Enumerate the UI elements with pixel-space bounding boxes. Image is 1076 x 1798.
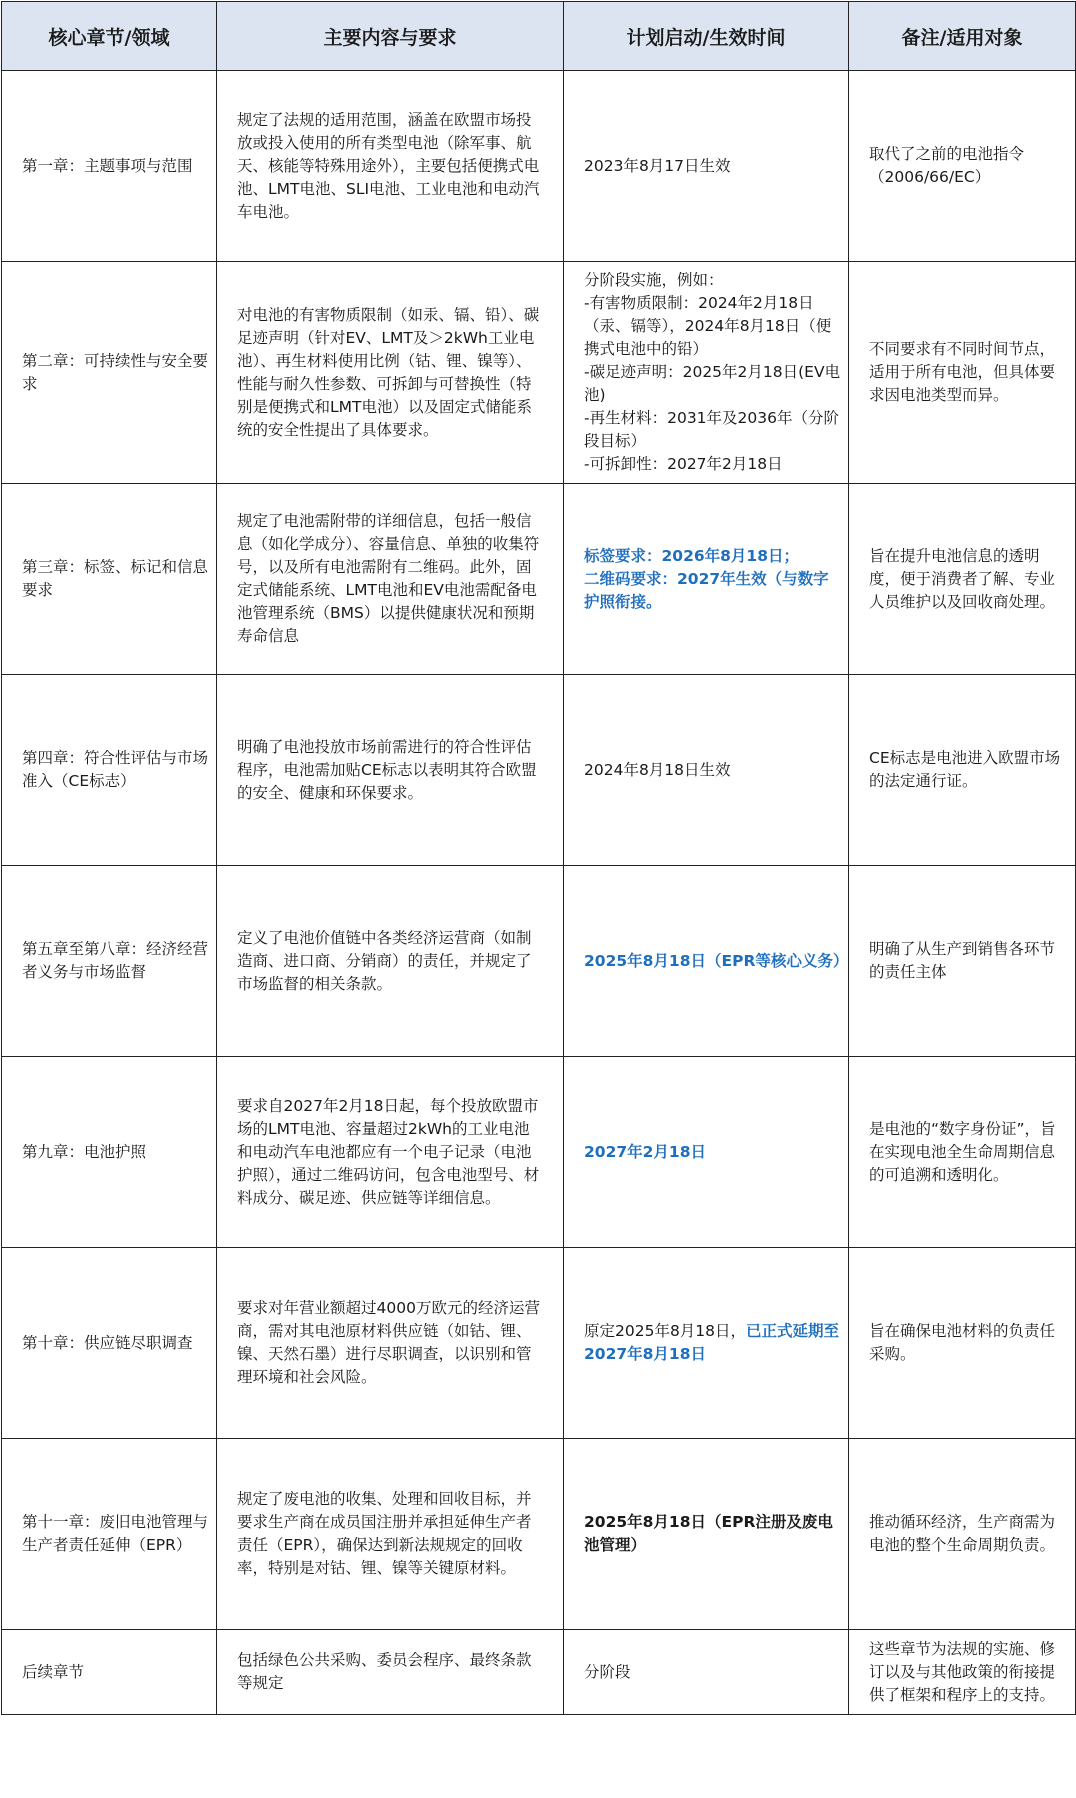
note-cell: 明确了从生产到销售各环节的责任主体 xyxy=(849,866,1076,1057)
note-cell: 旨在确保电池材料的负责任采购。 xyxy=(849,1248,1076,1439)
chapter-cell: 第四章：符合性评估与市场准入（CE标志） xyxy=(2,675,217,866)
time-item: -碳足迹声明：2025年2月18日(EV电池) xyxy=(584,363,841,404)
table-row xyxy=(2,866,1076,1057)
content-cell: 规定了电池需附带的详细信息，包括一般信息（如化学成分）、容量信息、单独的收集符号，以及所有电池需附有二维码。此外，固定式储能系统、LMT电池和EV电池需配备电池管理系统（BMS）以提供健康状况和预期寿命信息 xyxy=(217,484,564,675)
note-cell: CE标志是电池进入欧盟市场的法定通行证。 xyxy=(849,675,1076,866)
time-item: -可拆卸性：2027年2月18日 xyxy=(584,455,783,473)
content-cell: 规定了废电池的收集、处理和回收目标，并要求生产商在成员国注册并承担延伸生产者责任（EPR），确保达到新法规规定的回收率，特别是对钴、锂、镍等关键原材料。 xyxy=(217,1439,564,1630)
chapter-cell: 第三章：标签、标记和信息要求 xyxy=(2,484,217,675)
time-cell xyxy=(564,262,849,484)
table-row xyxy=(2,1439,1076,1630)
note-cell: 旨在提升电池信息的透明度，便于消费者了解、专业人员维护以及回收商处理。 xyxy=(849,484,1076,675)
time-cell xyxy=(564,484,849,675)
chapter-cell: 第十一章：废旧电池管理与生产者责任延伸（EPR） xyxy=(2,1439,217,1630)
header-chapter: 核心章节/领域 xyxy=(2,2,217,71)
time-postponed: 已正式延期至2027年8月18日 xyxy=(584,1322,840,1363)
time-label-requirement: 标签要求：2026年8月18日； xyxy=(584,546,799,565)
table-row xyxy=(2,1630,1076,1715)
time-cell: 2027年2月18日 xyxy=(564,1057,849,1248)
header-time: 计划启动/生效时间 xyxy=(564,2,849,71)
time-item: -再生材料：2031年及2036年（分阶段目标） xyxy=(584,409,839,450)
content-cell: 对电池的有害物质限制（如汞、镉、铅）、碳足迹声明（针对EV、LMT及＞2kWh工业电池）、再生材料使用比例（钴、锂、镍等）、性能与耐久性参数、可拆卸与可替换性（特别是便携式和LMT电池）以及固定式储能系统的安全性提出了具体要求。 xyxy=(217,262,564,484)
note-cell: 这些章节为法规的实施、修订以及与其他政策的衔接提供了框架和程序上的支持。 xyxy=(849,1630,1076,1715)
time-qr-requirement: 二维码要求：2027年生效（与数字护照衔接。 xyxy=(584,569,829,611)
note-cell: 取代了之前的电池指令（2006/66/EC） xyxy=(849,71,1076,262)
table-row xyxy=(2,1057,1076,1248)
content-cell: 要求自2027年2月18日起，每个投放欧盟市场的LMT电池、容量超过2kWh的工业电池和电动汽车电池都应有一个电子记录（电池护照），通过二维码访问，包含电池型号、材料成分、碳足迹、供应链等详细信息。 xyxy=(217,1057,564,1248)
header-content: 主要内容与要求 xyxy=(217,2,564,71)
time-item: -有害物质限制：2024年2月18日（汞、镉等），2024年8月18日（便携式电池中的铅） xyxy=(584,294,832,358)
chapter-cell: 第一章：主题事项与范围 xyxy=(2,71,217,262)
time-cell xyxy=(564,1248,849,1439)
header-note: 备注/适用对象 xyxy=(849,2,1076,71)
time-cell: 分阶段 xyxy=(564,1630,849,1715)
content-cell: 明确了电池投放市场前需进行的符合性评估程序，电池需加贴CE标志以表明其符合欧盟的安全、健康和环保要求。 xyxy=(217,675,564,866)
time-original: 原定2025年8月18日， xyxy=(584,1322,747,1340)
time-intro: 分阶段实施，例如： xyxy=(584,271,724,289)
time-cell: 2023年8月17日生效 xyxy=(564,71,849,262)
content-cell: 包括绿色公共采购、委员会程序、最终条款等规定 xyxy=(217,1630,564,1715)
chapter-cell: 第五章至第八章：经济经营者义务与市场监督 xyxy=(2,866,217,1057)
table-row xyxy=(2,71,1076,262)
table-row xyxy=(2,675,1076,866)
content-cell: 定义了电池价值链中各类经济运营商（如制造商、进口商、分销商）的责任，并规定了市场监督的相关条款。 xyxy=(217,866,564,1057)
table-row xyxy=(2,262,1076,484)
table-row xyxy=(2,484,1076,675)
chapter-cell: 后续章节 xyxy=(2,1630,217,1715)
chapter-cell: 第十章：供应链尽职调查 xyxy=(2,1248,217,1439)
header-row xyxy=(2,2,1076,71)
table-row xyxy=(2,1248,1076,1439)
content-cell: 要求对年营业额超过4000万欧元的经济运营商，需对其电池原材料供应链（如钴、锂、镍、天然石墨）进行尽职调查，以识别和管理环境和社会风险。 xyxy=(217,1248,564,1439)
note-cell: 推动循环经济，生产商需为电池的整个生命周期负责。 xyxy=(849,1439,1076,1630)
time-cell: 2025年8月18日（EPR等核心义务） xyxy=(564,866,849,1057)
note-cell: 不同要求有不同时间节点，适用于所有电池，但具体要求因电池类型而异。 xyxy=(849,262,1076,484)
time-cell: 2024年8月18日生效 xyxy=(564,675,849,866)
time-cell: 2025年8月18日（EPR注册及废电池管理） xyxy=(564,1439,849,1630)
note-cell: 是电池的“数字身份证”，旨在实现电池全生命周期信息的可追溯和透明化。 xyxy=(849,1057,1076,1248)
chapter-cell: 第二章：可持续性与安全要求 xyxy=(2,262,217,484)
chapter-cell: 第九章：电池护照 xyxy=(2,1057,217,1248)
content-cell: 规定了法规的适用范围，涵盖在欧盟市场投放或投入使用的所有类型电池（除军事、航天、核能等特殊用途外），主要包括便携式电池、LMT电池、SLI电池、工业电池和电动汽车电池。 xyxy=(217,71,564,262)
regulation-table xyxy=(1,1,1076,1715)
